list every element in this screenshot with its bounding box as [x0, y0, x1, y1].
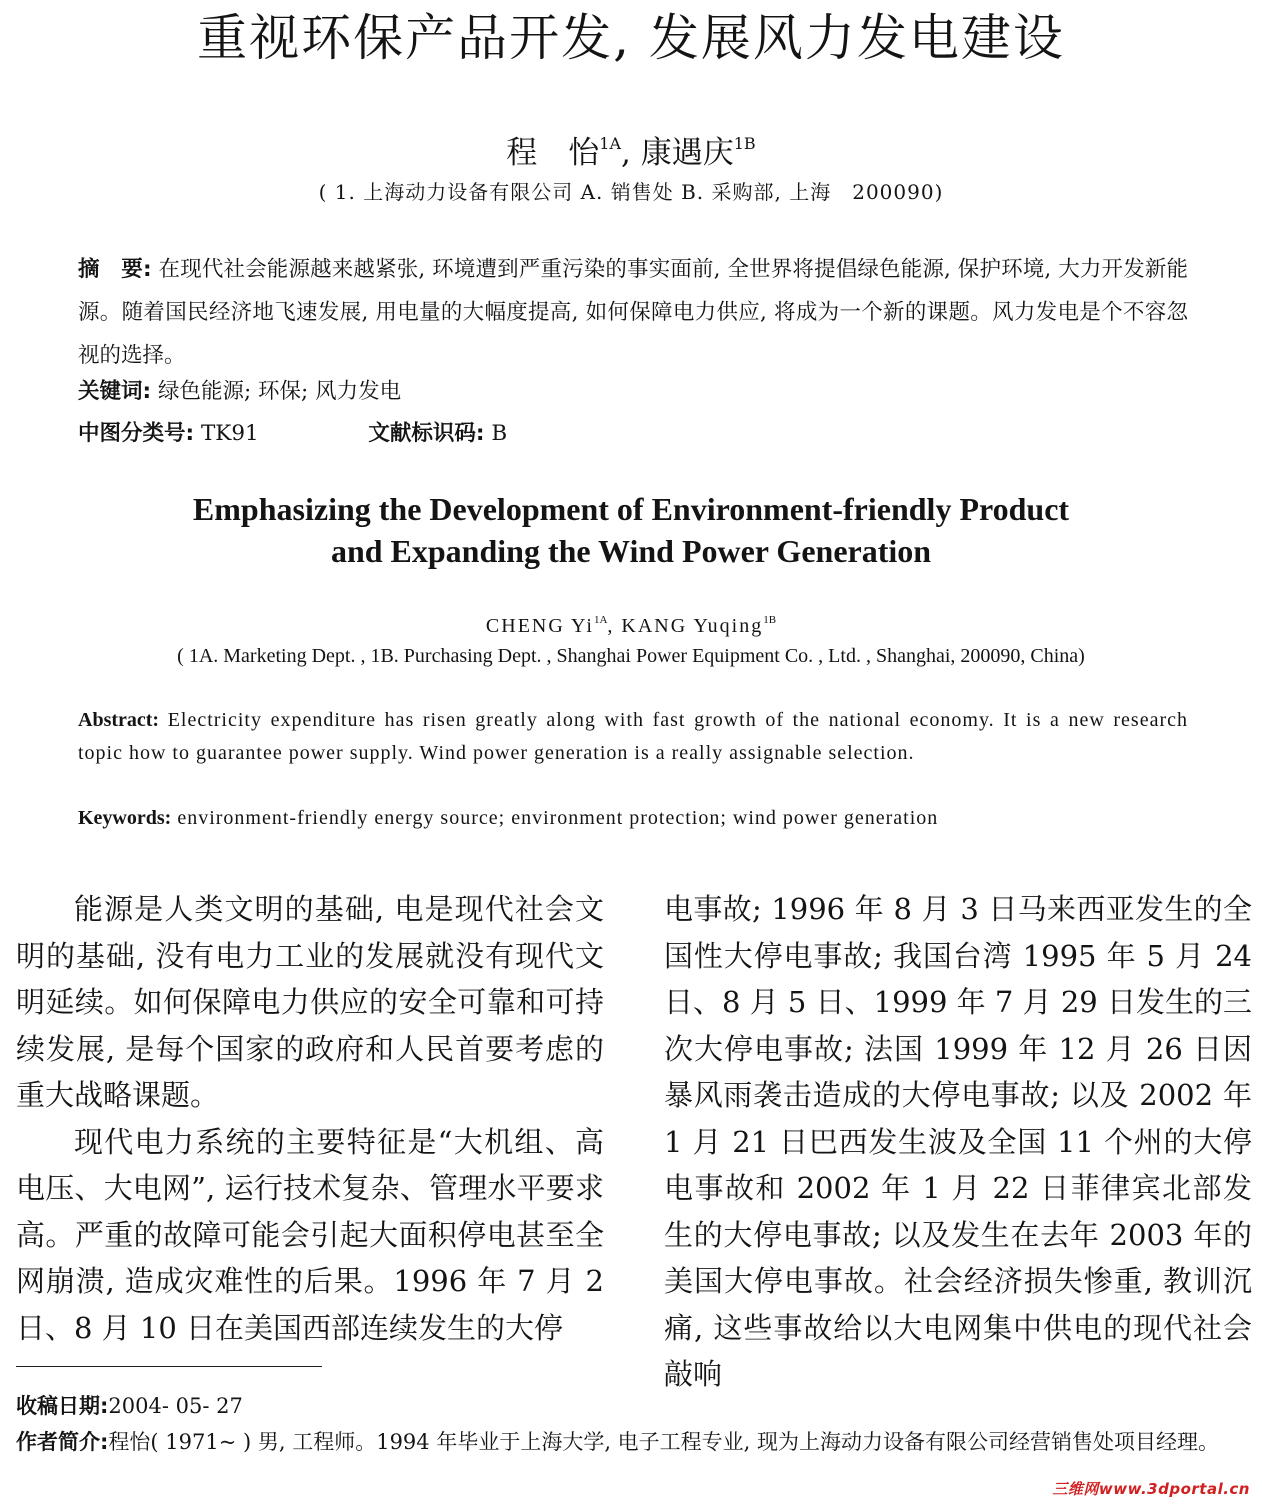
author-1-name: 程 怡	[506, 135, 600, 171]
affiliation-cn: ( 1. 上海动力设备有限公司 A. 销售处 B. 采购部, 上海 200090)	[318, 180, 944, 204]
abstract-cn-label: 摘 要:	[78, 257, 152, 282]
received-value: 2004- 05- 27	[108, 1394, 243, 1418]
body-column-left	[16, 886, 604, 1351]
abstract-cn-text: 在现代社会能源越来越紧张, 环境遭到严重污染的事实面前, 全世界将提倡绿色能源, 保护环境, 大力开发新能源。随着国民经济地飞速发展, 用电量的大幅度提高, 如何保障电力供应, 将成为一个新的课题。风力发电是个不容忽视的选择。	[78, 257, 1188, 368]
clc-label: 中图分类号:	[78, 421, 195, 446]
clc-value: TK91	[194, 421, 259, 446]
keywords-en	[78, 802, 1188, 835]
body-paragraph: 电事故; 1996 年 8 月 3 日马来西亚发生的全国性大停电事故; 我国台湾 1995 年 5 月 24 日、8 月 5 日、1999 年 7 月 29 日发生的三次大停电事故; 法国 1999 年 12 月 26 日因暴风雨袭击造成的大停电事故; 以及 2002 年 1 月 21 日巴西发生波及全国 11 个州的大停电事故和 2002 年 1 月 22 日菲律宾北部发生的大停电事故; 以及发生在去年 2003 年的美国大停电事故。社会经济损失惨重, 教训沉痛, 这些事故给以大电网集中供电的现代社会敲响	[664, 892, 1252, 1391]
doc-code-value: B	[484, 421, 508, 446]
authors-en	[0, 604, 1262, 642]
author-separator: ,	[621, 135, 631, 171]
footnote-divider	[16, 1366, 322, 1367]
keywords-cn-label: 关键词:	[78, 379, 152, 404]
received-label: 收稿日期:	[16, 1394, 109, 1418]
abstract-en-label: Abstract:	[78, 709, 160, 731]
body-column-right	[664, 886, 1252, 1398]
author-1-affil-mark-en: 1A	[593, 614, 608, 626]
authors-cn	[0, 122, 1262, 175]
keywords-en-text: environment-friendly energy source; environment protection; wind power generation	[171, 807, 939, 829]
classification-row	[78, 418, 507, 450]
body-paragraph: 能源是人类文明的基础, 电是现代社会文明的基础, 没有电力工业的发展就没有现代文明延续。如何保障电力供应的安全可靠和可持续发展, 是每个国家的政府和人民首要考虑的重大战略课题。	[16, 892, 604, 1112]
footnote-received	[16, 1392, 1250, 1421]
author-separator-en: ,	[607, 615, 622, 637]
abstract-en	[78, 704, 1188, 770]
author-2-affil-mark-en: 1B	[763, 614, 777, 626]
doc-code-label: 文献标识码:	[368, 421, 485, 446]
body-paragraph: 现代电力系统的主要特征是“大机组、高电压、大电网”, 运行技术复杂、管理水平要求高。严重的故障可能会引起大面积停电甚至全网崩溃, 造成灾难性的后果。1996 年 7 月 2 日、8 月 10 日在美国西部连续发生的大停	[16, 1124, 604, 1345]
paper-title-cn: 重视环保产品开发, 发展风力发电建设	[197, 9, 1065, 67]
abstract-en-text: Electricity expenditure has risen greatly along with fast growth of the national economy. It is a new research topic how to guarantee power supply. Wind power generation is a really assignable selection.	[78, 709, 1188, 764]
bio-label: 作者简介:	[16, 1430, 109, 1454]
keywords-cn	[78, 376, 401, 408]
author-2-name-en: KANG Yuqing	[621, 615, 764, 637]
keywords-cn-text: 绿色能源; 环保; 风力发电	[151, 379, 402, 404]
bio-text: 程怡( 1971~ ) 男, 工程师。1994 年毕业于上海大学, 电子工程专业, 现为上海动力设备有限公司经营销售处项目经理。	[108, 1430, 1220, 1454]
author-1-name-en: CHENG Yi	[485, 615, 594, 637]
footnote-bio	[16, 1428, 1250, 1457]
affiliation-en: ( 1A. Marketing Dept. , 1B. Purchasing Dept. , Shanghai Power Equipment Co. , Ltd. , Shanghai, 200090, China)	[177, 645, 1085, 667]
author-2-name: 康遇庆	[640, 135, 734, 171]
title-en-line-2: and Expanding the Wind Power Generation	[330, 533, 932, 569]
author-2-affil-mark: 1B	[733, 134, 756, 153]
keywords-en-label: Keywords:	[78, 807, 172, 829]
abstract-cn	[78, 248, 1188, 377]
title-en-line-1: Emphasizing the Development of Environment-friendly Product	[192, 491, 1070, 527]
watermark: 三维网www.3dportal.cn	[1052, 1480, 1250, 1498]
paper-title-en	[0, 488, 1262, 572]
author-1-affil-mark: 1A	[599, 134, 622, 153]
